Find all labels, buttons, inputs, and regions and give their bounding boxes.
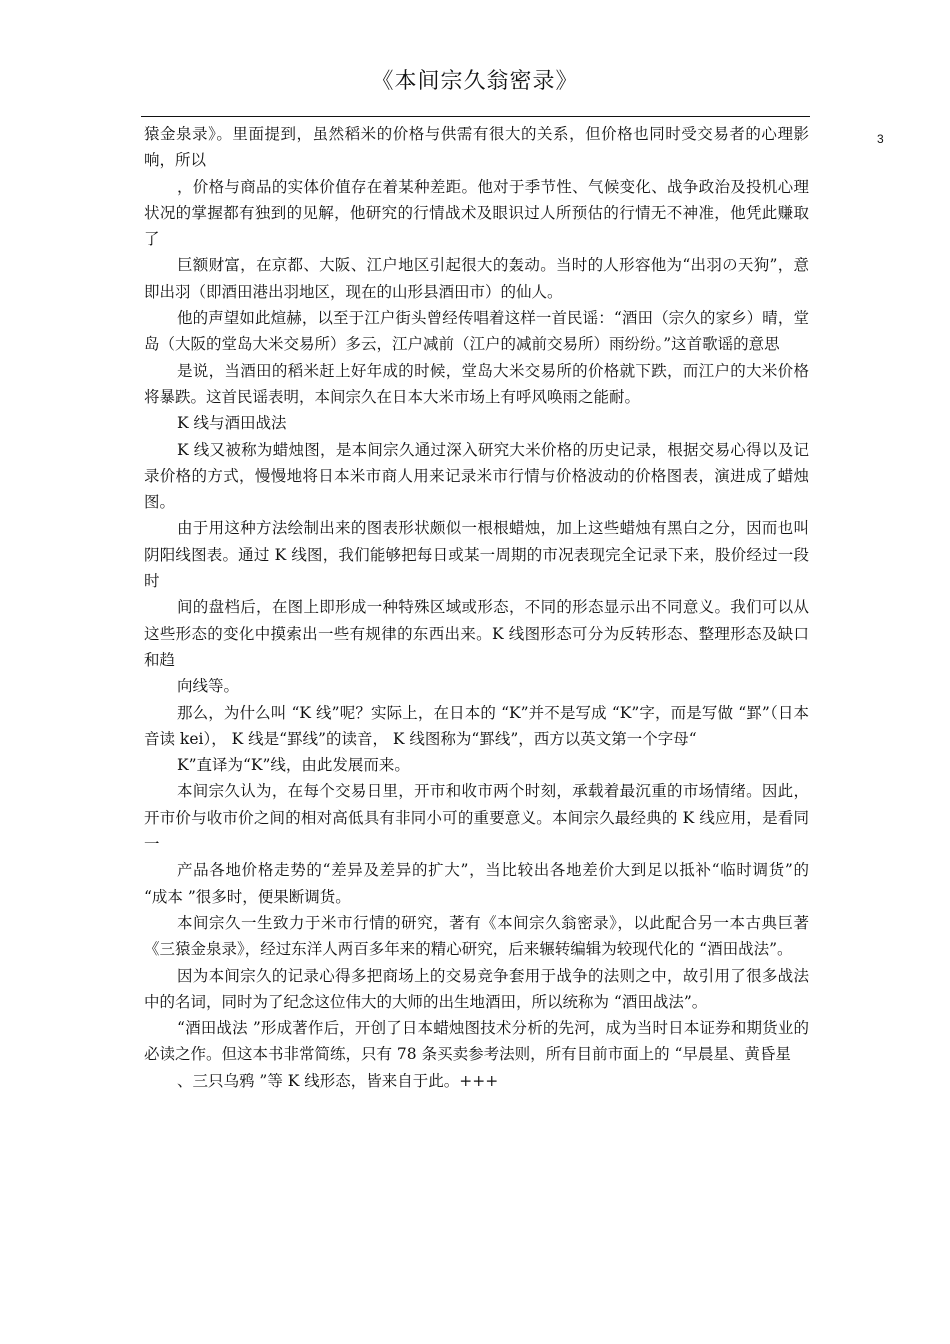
paragraph-17: “酒田战法 ”形成著作后，开创了日本蜡烛图技术分析的先河，成为当时日本证券和期货业的必读之作。但这本书非常简练，只有 78 条买卖参考法则，所有目前市面上的 “早晨星、黄昏星	[144, 1019, 809, 1064]
paragraph-15: 本间宗久一生致力于米市行情的研究，著有《本间宗久翁密录》，以此配合另一本古典巨著《三猿金泉录》，经过东洋人两百多年来的精心研究，后来辗转编辑为较现代化的 “酒田战法”。	[144, 913, 809, 959]
paragraph-1: 猿金泉录》。里面提到，虽然稻米的价格与供需有很大的关系，但价格也同时受交易者的心理影响，所以	[144, 125, 809, 170]
section-heading: K 线与酒田战法	[177, 414, 287, 433]
paragraph-8: 由于用这种方法绘制出来的图表形状颇似一根根蜡烛，加上这些蜡烛有黑白之分，因而也叫阴阳线图表。通过 K 线图，我们能够把每日或某一周期的市况表现完全记录下来，股价经过一段时	[144, 519, 809, 591]
paragraph-11: 那么，为什么叫 “K 线”呢？实际上，在日本的 “K”并不是写成 “K”字，而是写做 “罫”（日本音读 kei）， K 线是“罫线”的读音， K 线图称为“罫线”，西方以英文第一个字母“	[144, 703, 809, 748]
paragraph-3: 巨额财富，在京都、大阪、江户地区引起很大的轰动。当时的人形容他为“出羽の天狗”，意即出羽（即酒田港出羽地区，现在的山形县酒田市）的仙人。	[144, 256, 809, 301]
document-body	[144, 121, 809, 1094]
page-number: 3	[877, 132, 884, 146]
paragraph-9: 间的盘档后，在图上即形成一种特殊区域或形态，不同的形态显示出不同意义。我们可以从这些形态的变化中摸索出一些有规律的东西出来。K 线图形态可分为反转形态、整理形态及缺口和趋	[144, 598, 809, 669]
paragraph-2: ，价格与商品的实体价值存在着某种差距。他对于季节性、气候变化、战争政治及投机心理状况的掌握都有独到的见解，他研究的行情战术及眼识过人所预估的行情无不神准，他凭此赚取了	[144, 177, 809, 249]
paragraph-5: 是说，当酒田的稻米赶上好年成的时候，堂岛大米交易所的价格就下跌，而江户的大米价格将暴跌。这首民谣表明，本间宗久在日本大米市场上有呼风唤雨之能耐。	[144, 361, 809, 406]
paragraph-13: 本间宗久认为，在每个交易日里，开市和收市两个时刻，承载着最沉重的市场情绪。因此，开市价与收市价之间的相对高低具有非同小可的重要意义。本间宗久最经典的 K 线应用，是看同一	[144, 782, 809, 854]
paragraph-16: 因为本间宗久的记录心得多把商场上的交易竞争套用于战争的法则之中，故引用了很多战法中的名词，同时为了纪念这位伟大的大师的出生地酒田，所以统称为 “酒田战法”。	[144, 966, 809, 1011]
paragraph-18: 、三只乌鸦 ”等 K 线形态，皆来自于此。+++	[177, 1071, 499, 1090]
paragraph-4: 他的声望如此煊赫，以至于江户街头曾经传唱着这样一首民谣：“酒田（宗久的家乡）晴，堂岛（大阪的堂岛大米交易所）多云，江户减前（江户的减前交易所）雨纷纷。”这首歌谣的意思	[144, 309, 809, 354]
paragraph-14: 产品各地价格走势的“差异及差异的扩大”，当比较出各地差价大到足以抵补“临时调货”的 “成本 ”很多时，便果断调货。	[144, 861, 809, 906]
paragraph-10: 向线等。	[177, 677, 240, 696]
paragraph-12: K”直译为“K”线，由此发展而来。	[177, 756, 410, 775]
header-divider	[141, 116, 810, 117]
paragraph-7: K 线又被称为蜡烛图，是本间宗久通过深入研究大米价格的历史记录，根据交易心得以及记录价格的方式，慢慢地将日本米市商人用来记录米市行情与价格波动的价格图表，演进成了蜡烛图。	[144, 440, 809, 512]
page-title: 《本间宗久翁密录》	[371, 69, 579, 94]
